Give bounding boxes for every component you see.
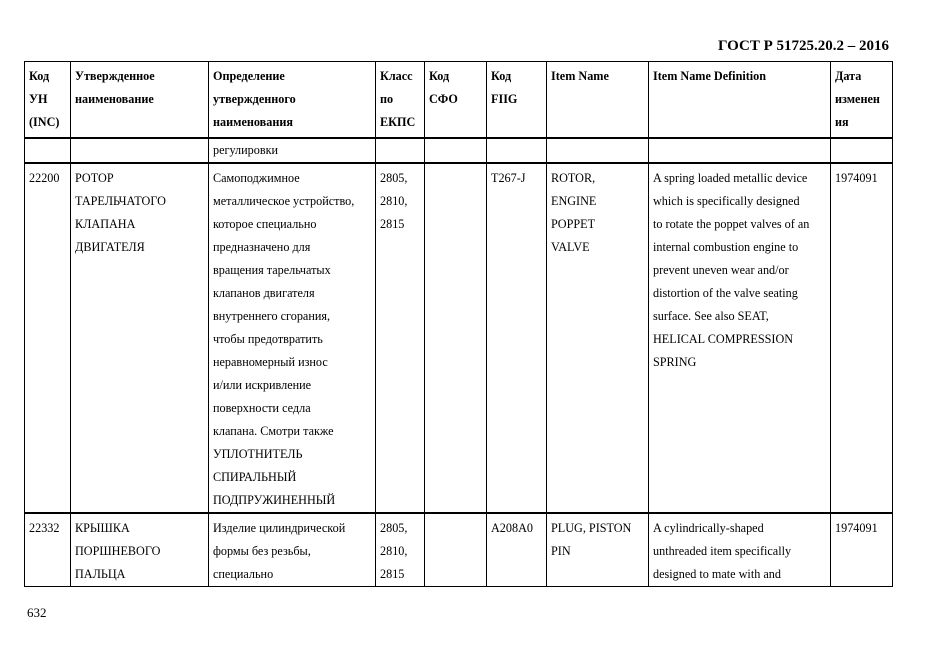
- header-inc: [25, 62, 71, 138]
- cell-name-ru: [71, 513, 209, 587]
- cell-text-line: 2805,: [380, 520, 408, 535]
- cell-text-line: internal combustion engine to: [653, 239, 799, 254]
- page-number: 632: [27, 605, 47, 620]
- cell-text-line: утвержденного: [213, 92, 296, 106]
- cell-text-line: ДВИГАТЕЛЯ: [75, 239, 145, 254]
- cell-text-line: изменен: [835, 92, 880, 106]
- cell-definition-en: [649, 513, 831, 587]
- cell-text-line: и/или искривление: [213, 377, 312, 392]
- cell-ekps: [376, 513, 425, 587]
- cell-sfo: [425, 163, 487, 513]
- cell-text-line: 2815: [380, 566, 405, 581]
- cell-text-line: 2810,: [380, 543, 408, 558]
- cell-text-line: VALVE: [551, 239, 590, 254]
- cell-fiig: [487, 138, 547, 163]
- cell-text-line: поверхности седла: [213, 400, 311, 415]
- cell-text-line: designed to mate with and: [653, 566, 781, 581]
- cell-text-line: Определение: [213, 69, 285, 83]
- cell-text-line: distortion of the valve seating: [653, 285, 798, 300]
- cell-text-line: PIN: [551, 543, 571, 558]
- cell-text-line: СФО: [429, 92, 458, 106]
- cell-text-line: ТАРЕЛЬЧАТОГО: [75, 193, 166, 208]
- cell-date: [831, 513, 893, 587]
- cell-text-line: ПАЛЬЦА: [75, 566, 126, 581]
- cell-sfo: [425, 138, 487, 163]
- cell-text-line: 2815: [380, 216, 405, 231]
- cell-text-line: 22332: [29, 520, 60, 535]
- cell-text-line: A spring loaded metallic device: [653, 170, 808, 185]
- cell-text-line: to rotate the poppet valves of an: [653, 216, 810, 231]
- header-change-date: [831, 62, 893, 138]
- cell-text-line: ENGINE: [551, 193, 597, 208]
- header-definition-ru: [209, 62, 376, 138]
- cell-name-ru: [71, 163, 209, 513]
- cell-text-line: HELICAL COMPRESSION: [653, 331, 794, 346]
- cell-text-line: ROTOR,: [551, 170, 596, 185]
- cell-ekps: [376, 138, 425, 163]
- cell-text-line: клапанов двигателя: [213, 285, 315, 300]
- header-sfo-code: [425, 62, 487, 138]
- cell-text-line: по: [380, 92, 394, 106]
- cell-text-line: ЕКПС: [380, 115, 416, 129]
- cell-text-line: PLUG, PISTON: [551, 520, 632, 535]
- cell-text-line: (INC): [29, 115, 60, 129]
- header-fiig-code: [487, 62, 547, 138]
- cell-text-line: внутреннего сгорания,: [213, 308, 331, 323]
- table-row: [25, 138, 893, 163]
- cell-item-name: [547, 138, 649, 163]
- cell-text-line: чтобы предотвратить: [213, 331, 323, 346]
- cell-text-line: unthreaded item specifically: [653, 543, 792, 558]
- item-name-table: [24, 61, 893, 587]
- cell-text-line: 1974091: [835, 520, 878, 535]
- cell-sfo: [425, 513, 487, 587]
- cell-inc: [25, 138, 71, 163]
- cell-text-line: 1974091: [835, 170, 878, 185]
- table-row: [25, 513, 893, 587]
- cell-text-line: POPPET: [551, 216, 596, 231]
- cell-item-name: [547, 163, 649, 513]
- cell-text-line: Код: [29, 69, 50, 83]
- cell-text-line: T267-J: [491, 170, 526, 185]
- cell-text-line: Самоподжимное: [213, 170, 300, 185]
- cell-text-line: Класс: [380, 69, 413, 83]
- cell-text-line: ия: [835, 115, 849, 129]
- document-header: ГОСТ Р 51725.20.2 – 2016: [717, 38, 889, 54]
- cell-fiig: [487, 513, 547, 587]
- cell-text-line: Дата: [835, 69, 862, 83]
- header-item-name: [547, 62, 649, 138]
- cell-name-ru: [71, 138, 209, 163]
- header-item-name-definition: [649, 62, 831, 138]
- cell-text-line: вращения тарельчатых: [213, 262, 331, 277]
- cell-text-line: ПОДПРУЖИНЕННЫЙ: [213, 492, 336, 507]
- cell-text-line: неравномерный износ: [213, 354, 328, 369]
- cell-text-line: формы без резьбы,: [213, 543, 311, 558]
- header-approved-name: [71, 62, 209, 138]
- cell-inc: [25, 513, 71, 587]
- cell-definition-ru: [209, 163, 376, 513]
- cell-definition-ru: [209, 513, 376, 587]
- cell-text-line: A cylindrically-shaped: [653, 520, 764, 535]
- cell-text-line: Изделие цилиндрической: [213, 520, 346, 535]
- cell-text-line: клапана. Смотри также: [213, 423, 334, 438]
- cell-definition-en: [649, 163, 831, 513]
- cell-text-line: 22200: [29, 170, 60, 185]
- cell-text-line: FIIG: [491, 92, 518, 106]
- cell-text-line: которое специально: [213, 216, 317, 231]
- cell-text-line: Item Name Definition: [653, 69, 767, 83]
- cell-definition-en: [649, 138, 831, 163]
- cell-text-line: металлическое устройство,: [213, 193, 355, 208]
- cell-ekps: [376, 163, 425, 513]
- cell-text-line: КРЫШКА: [75, 520, 130, 535]
- cell-text-line: Item Name: [551, 69, 609, 83]
- cell-text-line: Утвержденное: [75, 69, 155, 83]
- cell-text-line: специально: [213, 566, 274, 581]
- cell-fiig: [487, 163, 547, 513]
- cell-text-line: УПЛОТНИТЕЛЬ: [213, 446, 303, 461]
- cell-definition-ru: [209, 138, 376, 163]
- cell-date: [831, 163, 893, 513]
- cell-text-line: Код: [491, 69, 512, 83]
- header-ekps-class: [376, 62, 425, 138]
- cell-text-line: 2805,: [380, 170, 408, 185]
- cell-text-line: surface. See also SEAT,: [653, 308, 769, 323]
- cell-text-line: КЛАПАНА: [75, 216, 136, 231]
- table-header-row: [25, 62, 893, 138]
- cell-text-line: наименования: [213, 115, 293, 129]
- cell-item-name: [547, 513, 649, 587]
- cell-text-line: наименование: [75, 92, 154, 106]
- cell-inc: [25, 163, 71, 513]
- cell-text-line: SPRING: [653, 354, 697, 369]
- cell-text-line: регулировки: [213, 142, 279, 157]
- table-row: [25, 163, 893, 513]
- cell-text-line: предназначено для: [213, 239, 311, 254]
- cell-text-line: A208A0: [491, 520, 533, 535]
- cell-text-line: which is specifically designed: [653, 193, 800, 208]
- cell-date: [831, 138, 893, 163]
- cell-text-line: Код: [429, 69, 450, 83]
- cell-text-line: РОТОР: [75, 170, 114, 185]
- cell-text-line: СПИРАЛЬНЫЙ: [213, 469, 297, 484]
- cell-text-line: ПОРШНЕВОГО: [75, 543, 161, 558]
- cell-text-line: УН: [29, 92, 48, 106]
- cell-text-line: prevent uneven wear and/or: [653, 262, 789, 277]
- cell-text-line: 2810,: [380, 193, 408, 208]
